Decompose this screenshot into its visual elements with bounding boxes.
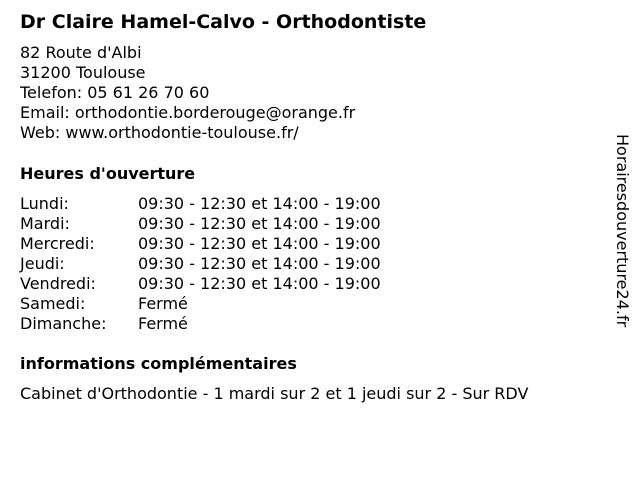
day-hours: 09:30 - 12:30 et 14:00 - 19:00 — [138, 234, 381, 253]
site-watermark: Horairesdouverture24.fr — [613, 134, 632, 328]
day-hours: 09:30 - 12:30 et 14:00 - 19:00 — [138, 254, 381, 273]
address-city: 31200 Toulouse — [20, 63, 146, 82]
day-hours: 09:30 - 12:30 et 14:00 - 19:00 — [138, 214, 381, 233]
day-label: Dimanche: — [20, 314, 107, 333]
web-line: Web: www.orthodontie-toulouse.fr/ — [20, 123, 299, 142]
day-hours: 09:30 - 12:30 et 14:00 - 19:00 — [138, 274, 381, 293]
day-hours: Fermé — [138, 294, 188, 313]
email-line: Email: orthodontie.borderouge@orange.fr — [20, 103, 356, 122]
page-title: Dr Claire Hamel-Calvo - Orthodontiste — [20, 11, 427, 33]
day-label: Mardi: — [20, 214, 70, 233]
phone-line: Telefon: 05 61 26 70 60 — [20, 83, 210, 102]
day-hours: Fermé — [138, 314, 188, 333]
additional-info-heading: informations complémentaires — [20, 354, 297, 373]
day-label: Jeudi: — [20, 254, 65, 273]
address-street: 82 Route d'Albi — [20, 43, 142, 62]
day-label: Vendredi: — [20, 274, 96, 293]
contact-block — [20, 43, 355, 143]
day-label: Mercredi: — [20, 234, 95, 253]
additional-info-text: Cabinet d'Orthodontie - 1 mardi sur 2 et 1 jeudi sur 2 - Sur RDV — [20, 384, 529, 403]
day-label: Samedi: — [20, 294, 86, 313]
day-label: Lundi: — [20, 194, 69, 213]
opening-hours-heading: Heures d'ouverture — [20, 164, 196, 183]
day-hours: 09:30 - 12:30 et 14:00 - 19:00 — [138, 194, 381, 213]
